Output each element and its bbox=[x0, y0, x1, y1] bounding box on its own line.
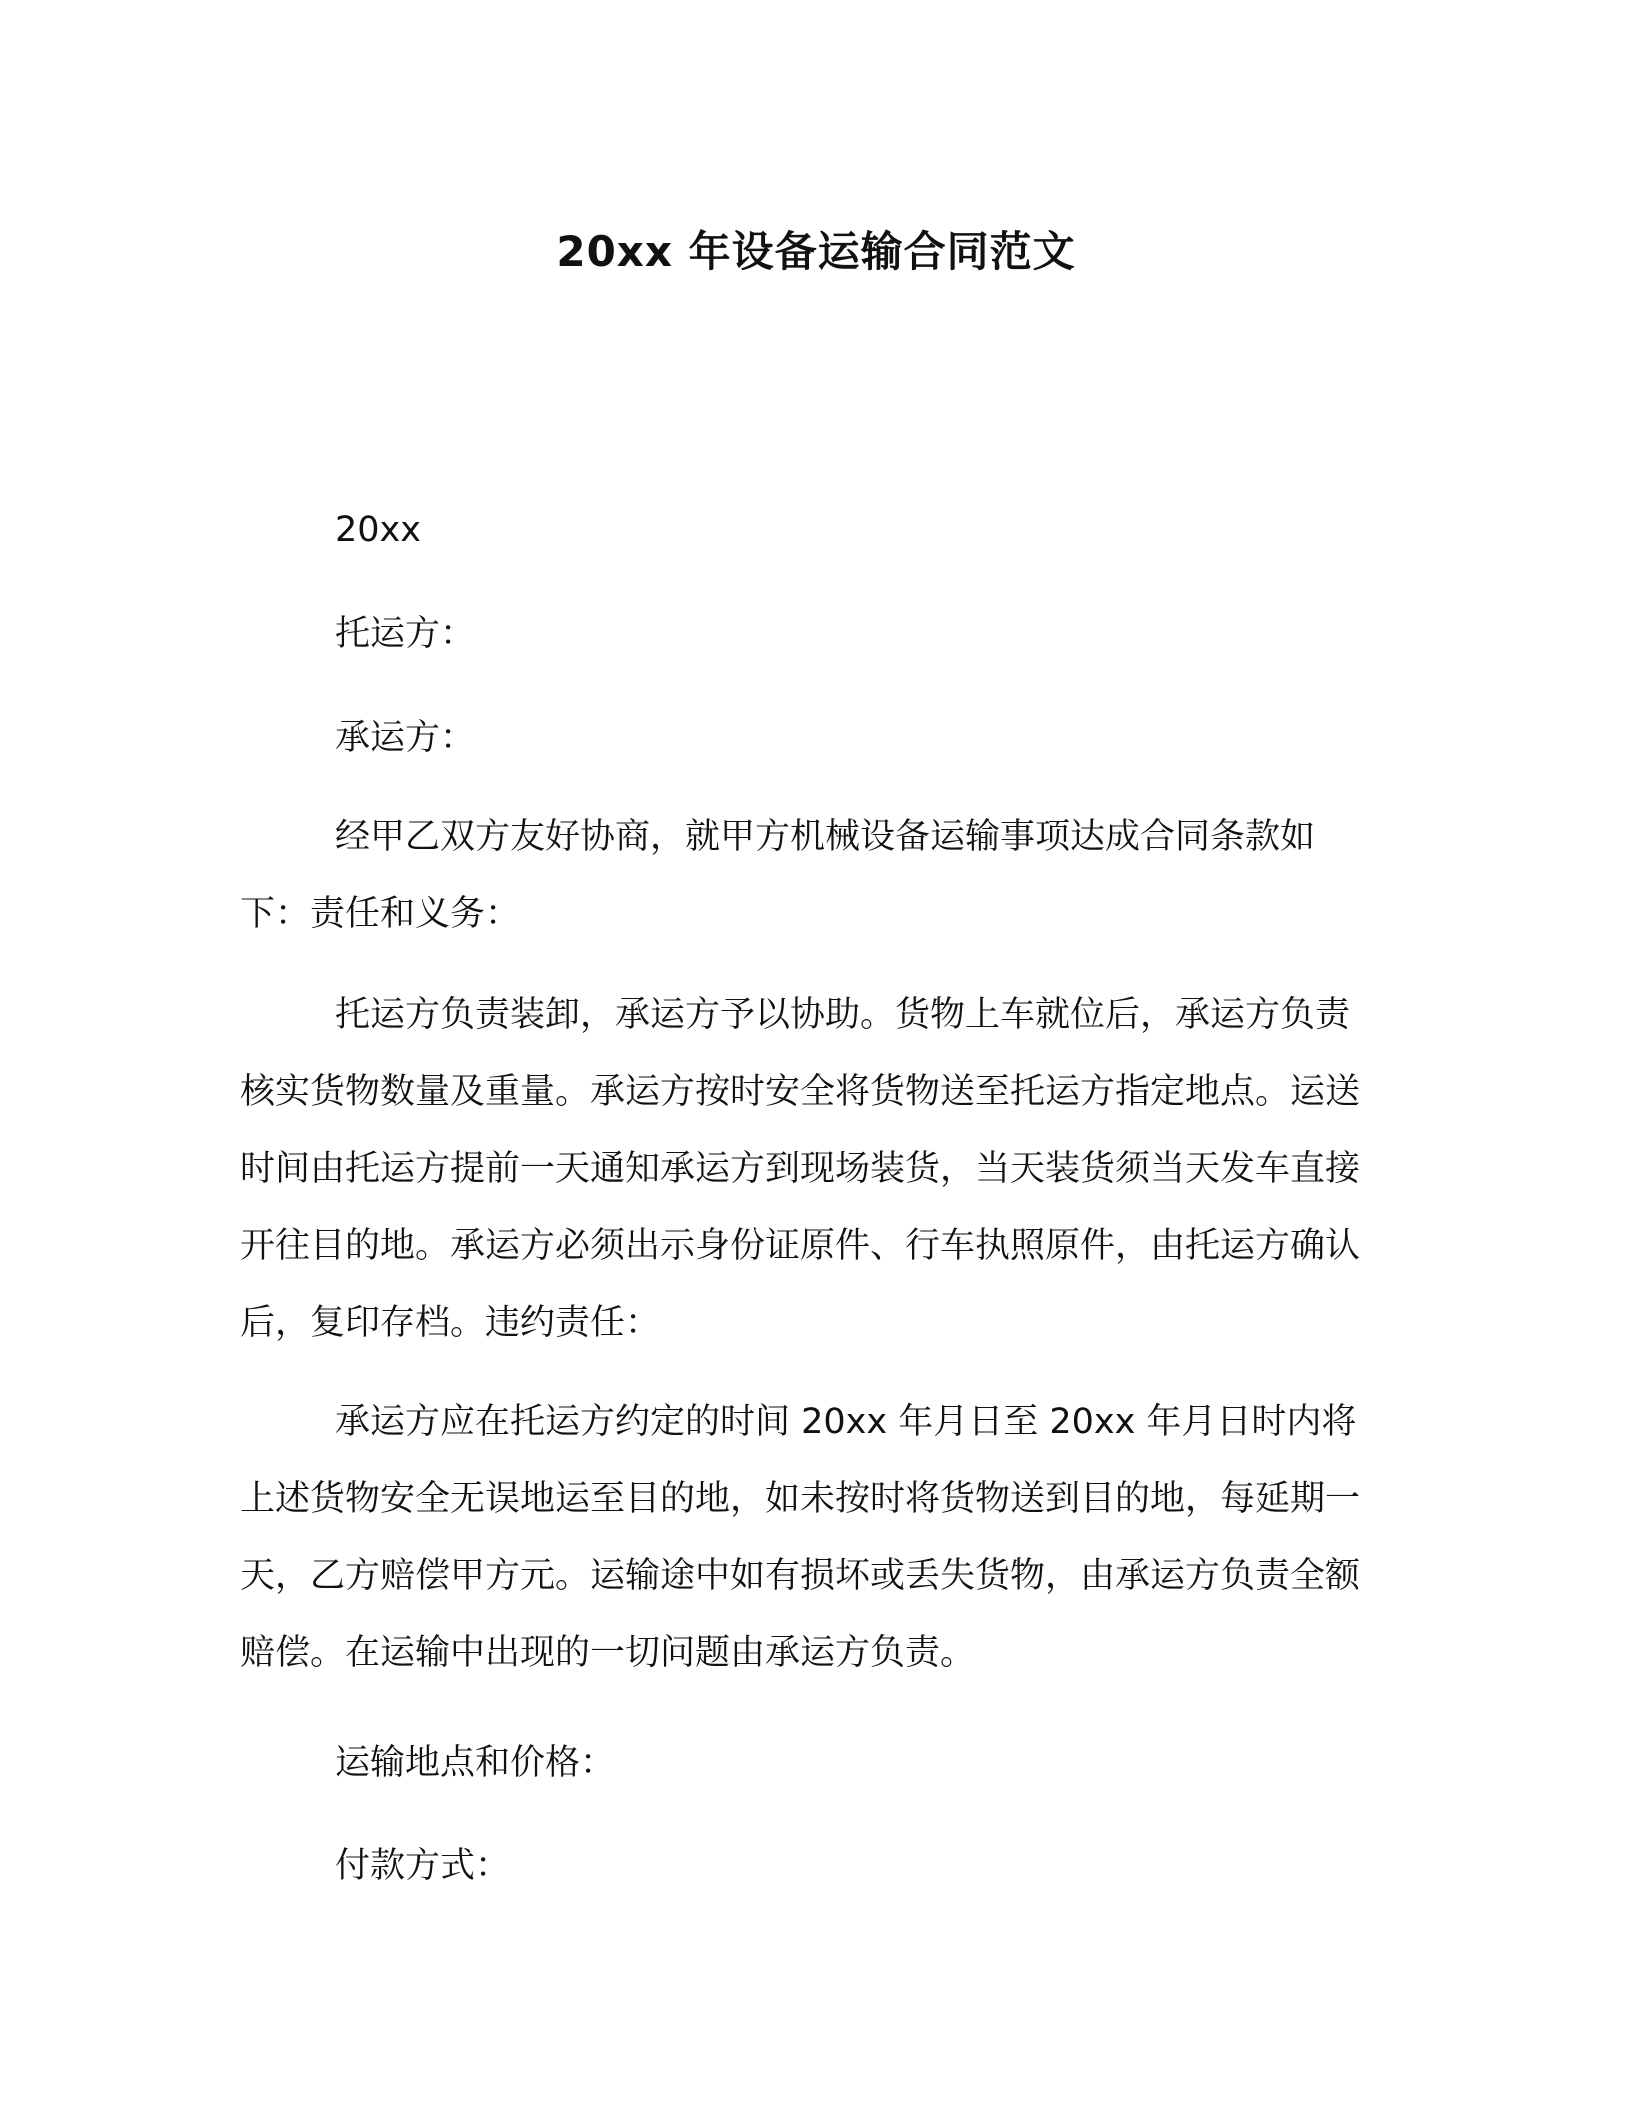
paragraph-shipper: 托运方： bbox=[335, 614, 476, 654]
paragraph-location-price: 运输地点和价格： bbox=[335, 1743, 616, 1783]
document-title: 20xx 年设备运输合同范文 bbox=[556, 227, 1076, 276]
paragraph-duties: 托运方负责装卸，承运方予以协助。货物上车就位后，承运方负责核实货物数量及重量。承运方按时安全将货物送至托运方指定地点。运送时间由托运方提前一天通知承运方到现场装货，当天装货须当天发车直接开往目的地。承运方必须出示身份证原件、行车执照原件，由托运方确认后，复印存档。违约责任： bbox=[240, 995, 1361, 1343]
paragraph-carrier: 承运方： bbox=[335, 718, 476, 758]
paragraph-year: 20xx bbox=[335, 510, 421, 550]
paragraph-payment: 付款方式： bbox=[335, 1846, 511, 1886]
paragraph-liability: 承运方应在托运方约定的时间 20xx 年月日至 20xx 年月日时内将上述货物安全无误地运至目的地，如未按时将货物送到目的地，每延期一天，乙方赔偿甲方元。运输途中如有损坏或丢失货物，由承运方负责全额赔偿。在运输中出现的一切问题由承运方负责。 bbox=[240, 1402, 1361, 1673]
paragraph-intro: 经甲乙双方友好协商，就甲方机械设备运输事项达成合同条款如下：责任和义务： bbox=[240, 817, 1316, 934]
